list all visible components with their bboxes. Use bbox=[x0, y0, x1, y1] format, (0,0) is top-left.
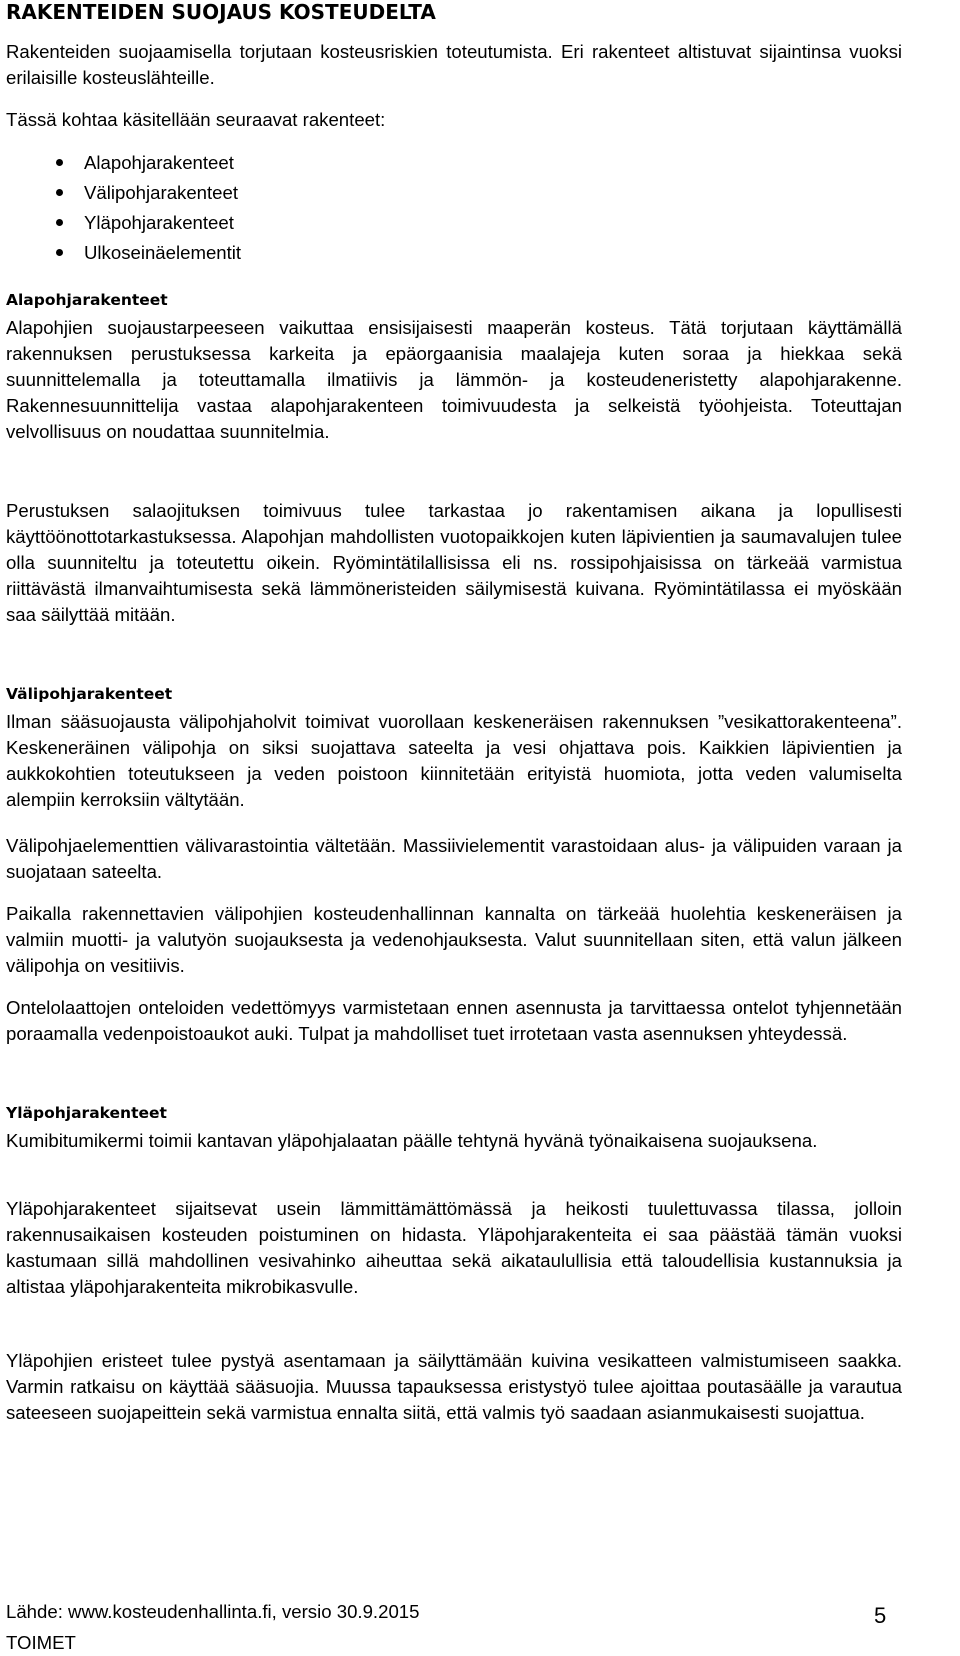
page-number: 5 bbox=[874, 1603, 887, 1628]
section-heading-ylapohja: Yläpohjarakenteet bbox=[6, 1104, 167, 1122]
ylapohja-paragraph-3: Yläpohjien eristeet tulee pystyä asentamaan ja säilyttämään kuivina vesikatteen valmistumiseen saakka. Varmin ratkaisu on käyttää sääsuojia. Muussa tapauksessa eristystyö tulee ajoittaa poutasäälle ja varautua sateeseen suojapeittein sekä varmistua ennalta siitä, että valmis työ saadaan asianmukaisesti suojattua. bbox=[6, 1350, 902, 1423]
section-heading-valipohja: Välipohjarakenteet bbox=[6, 685, 173, 703]
list-item bbox=[0, 208, 241, 238]
list-item-label: Alapohjarakenteet bbox=[84, 152, 234, 173]
list-item bbox=[0, 238, 241, 268]
list-item-label: Yläpohjarakenteet bbox=[84, 212, 234, 233]
valipohja-paragraph-3: Paikalla rakennettavien välipohjien kosteudenhallinnan kannalta on tärkeää huolehtia keskeneräisen ja valmiin muotti- ja valutyön suojauksesta ja vedenohjauksesta. Valut suunnitellaan siten, että valun jälkeen välipohja on vesitiivis. bbox=[6, 903, 902, 976]
bullet-icon bbox=[56, 249, 63, 256]
alapohja-paragraph-2: Perustuksen salaojituksen toimivuus tulee tarkastaa jo rakentamisen aikana ja lopullisesti käyttöönottotarkastuksessa. Alapohjan mahdollisten vuotopaikkojen kuten läpivientien ja saumavalujen tulee olla suunniteltu ja toteutettu oikein. Ryömintätilallisissa eli ns. rossipohjaisissa on tärkeää varmistua riittävästä ilmanvaihtumisesta sekä lämmöneristeiden säilymisestä kuivana. Ryömintätilassa ei myöskään saa säilyttää mitään. bbox=[6, 500, 902, 625]
valipohja-paragraph-4: Ontelolaattojen onteloiden vedettömyys varmistetaan ennen asennusta ja tarvittaessa ontelot tyhjennetään poraamalla vedenpoistoaukot auki. Tulpat ja mahdolliset tuet irrotetaan vasta asennuksen yhteydessä. bbox=[6, 997, 902, 1044]
valipohja-paragraph-2: Välipohjaelementtien välivarastointia vältetään. Massiivielementit varastoidaan alus- ja välipuiden varaan ja suojataan sateelta. bbox=[6, 835, 902, 882]
bullet-icon bbox=[56, 219, 63, 226]
list-intro: Tässä kohtaa käsitellään seuraavat rakenteet: bbox=[6, 109, 386, 130]
section-heading-alapohja: Alapohjarakenteet bbox=[6, 291, 168, 309]
source-footer: Lähde: www.kosteudenhallinta.fi, versio 30.9.2015 bbox=[6, 1601, 420, 1622]
ylapohja-paragraph-1: Kumibitumikermi toimii kantavan yläpohjalaatan päälle tehtynä hyvänä työnaikaisena suojauksena. bbox=[6, 1130, 818, 1151]
bullet-icon bbox=[56, 159, 63, 166]
list-item-label: Välipohjarakenteet bbox=[84, 182, 239, 203]
alapohja-paragraph-1: Alapohjien suojaustarpeeseen vaikuttaa ensisijaisesti maaperän kosteus. Tätä torjutaan käyttämällä rakennuksen perustuksessa karkeita ja epäorgaanisia maalajeja kuten soraa ja hiekkaa sekä suunnittelemalla ja toteuttamalla ilmatiivis ja lämmön- ja kosteudeneristetty alapohjarakenne. Rakennesuunnittelija vastaa alapohjarakenteen toimivuudesta ja selkeistä työohjeista. Toteuttajan velvollisuus on noudattaa suunnitelmia. bbox=[6, 317, 902, 442]
list-item bbox=[0, 178, 241, 208]
list-item bbox=[0, 148, 241, 178]
list-item-label: Ulkoseinäelementit bbox=[84, 242, 242, 263]
structure-list bbox=[0, 148, 241, 268]
ylapohja-paragraph-2: Yläpohjarakenteet sijaitsevat usein lämmittämättömässä ja heikosti tuulettuvassa tilassa, jolloin rakennusaikaisen kosteuden poistuminen on hidasta. Yläpohjarakenteita ei saa päästää tämän vuoksi kastumaan sillä mahdollinen vesivahinko aiheuttaa sekä aikataulullisia että taloudellisia kustannuksia ja altistaa yläpohjarakenteita mikrobikasvulle. bbox=[6, 1198, 902, 1297]
valipohja-paragraph-1: Ilman sääsuojausta välipohjaholvit toimivat vuorollaan keskeneräisen rakennuksen ”vesikattorakenteena”. Keskeneräinen välipohja on siksi suojattava sateelta ja vesi ohjattava pois. Kaikkien läpivientien ja aukkokohtien toteutukseen ja veden poistoon kiinnitetään erityistä huomiota, jotta veden valumiselta alempiin kerroksiin vältytään. bbox=[6, 711, 902, 810]
bullet-icon bbox=[56, 189, 63, 196]
document-title: RAKENTEIDEN SUOJAUS KOSTEUDELTA bbox=[6, 0, 436, 24]
intro-paragraph: Rakenteiden suojaamisella torjutaan kosteusriskien toteutumista. Eri rakenteet altistuvat sijaintinsa vuoksi erilaisille kosteuslähteille. bbox=[6, 41, 902, 88]
organization-footer: TOIMET bbox=[6, 1632, 76, 1653]
